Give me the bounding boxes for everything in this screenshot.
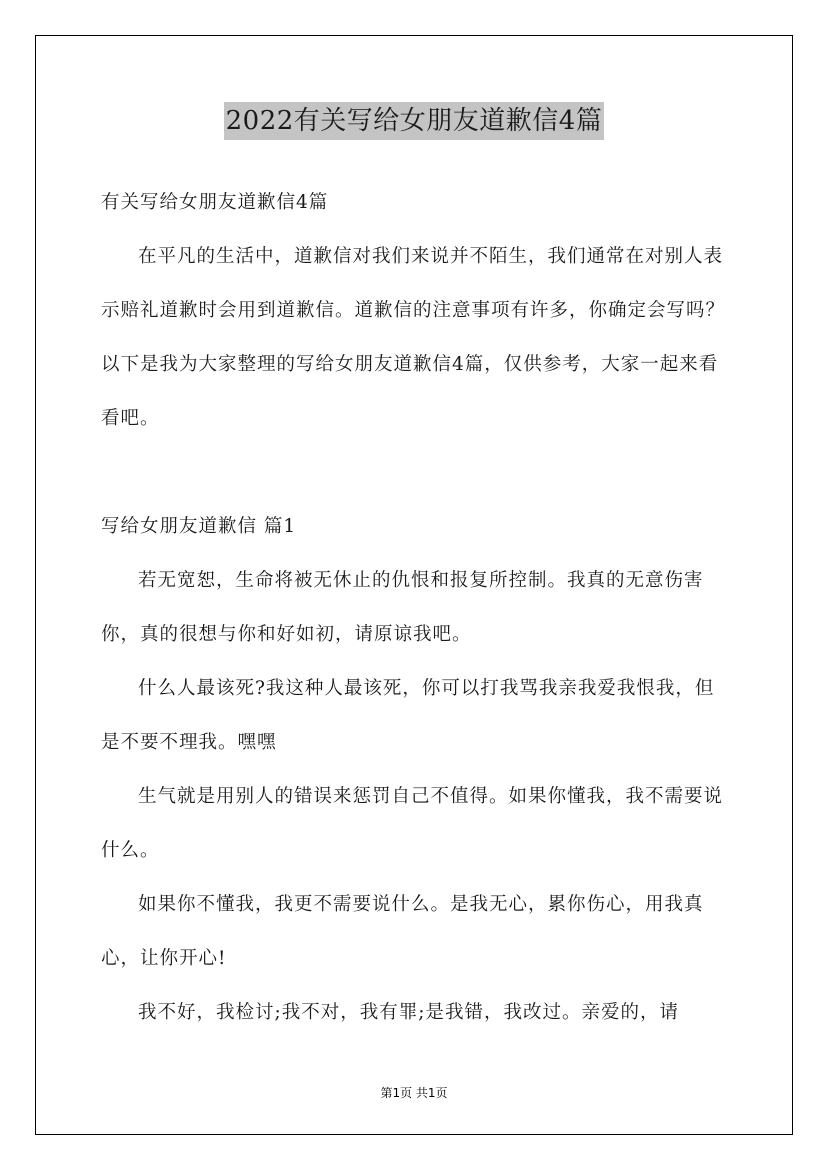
section-gap bbox=[101, 446, 729, 500]
page-footer: 第1页 共1页 bbox=[380, 1086, 448, 1100]
body-paragraph: 什么人最该死?我这种人最该死，你可以打我骂我亲我爱我恨我，但是不要不理我。嘿嘿 bbox=[101, 678, 715, 753]
document-title: 2022有关写给女朋友道歉信4篇 bbox=[224, 102, 605, 140]
document-subtitle: 有关写给女朋友道歉信4篇 bbox=[101, 192, 329, 213]
body-paragraph: 若无宽恕，生命将被无休止的仇恨和报复所控制。我真的无意伤害你，真的很想与你和好如初，请原谅我吧。 bbox=[101, 570, 704, 645]
intro-paragraph: 在平凡的生活中，道歉信对我们来说并不陌生，我们通常在对别人表示赔礼道歉时会用到道歉信。道歉信的注意事项有许多，你确定会写吗？以下是我为大家整理的写给女朋友道歉信4篇，仅供参考，大家一起来看看吧。 bbox=[101, 246, 726, 429]
document-body bbox=[101, 176, 729, 1040]
body-paragraph: 我不好，我检讨;我不对，我有罪;是我错，我改过。亲爱的，请 bbox=[138, 1002, 679, 1023]
title-wrap bbox=[36, 102, 792, 140]
document-page bbox=[35, 35, 793, 1135]
section-heading: 写给女朋友道歉信 篇1 bbox=[101, 516, 297, 537]
body-paragraph: 如果你不懂我，我更不需要说什么。是我无心，累你伤心，用我真心，让你开心! bbox=[101, 894, 704, 969]
body-paragraph: 生气就是用别人的错误来惩罚自己不值得。如果你懂我，我不需要说什么。 bbox=[101, 786, 724, 861]
